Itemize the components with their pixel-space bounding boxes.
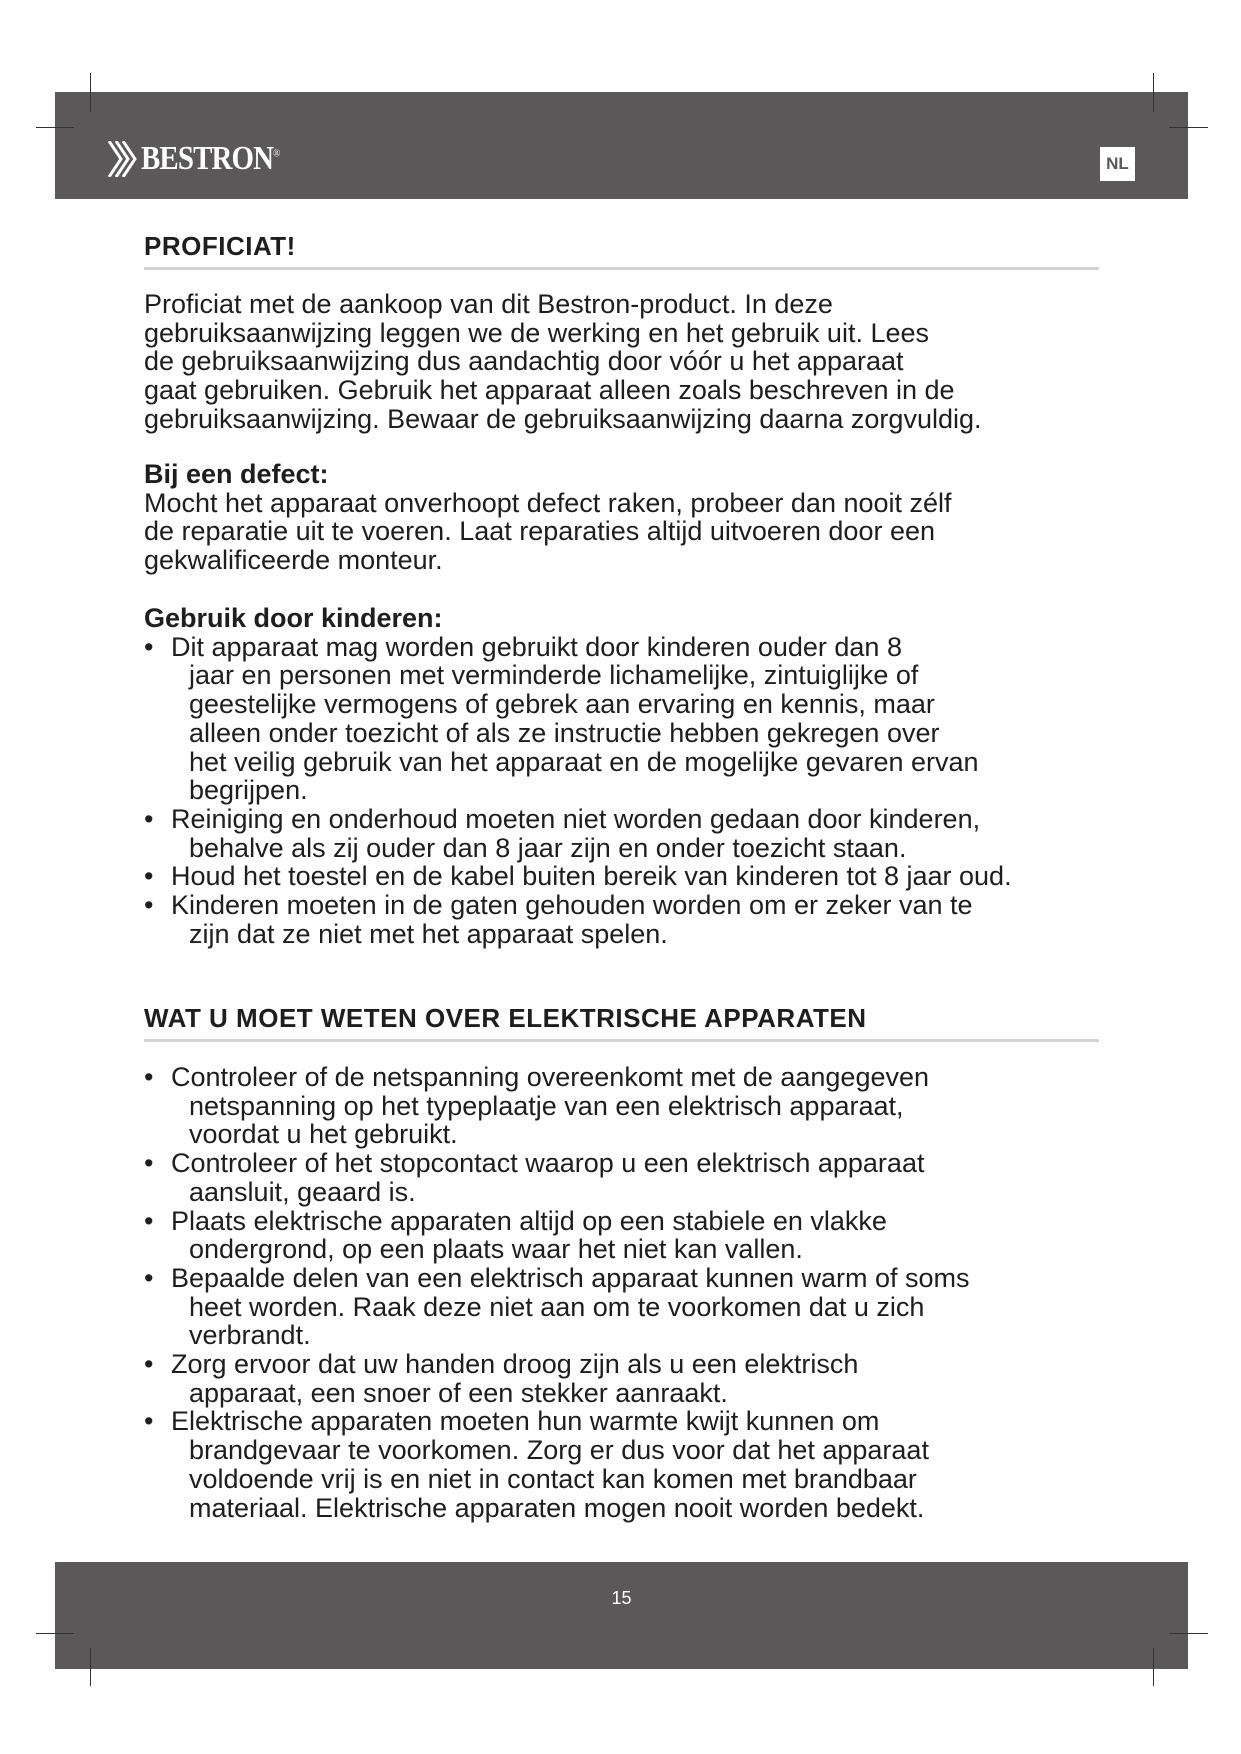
list-item	[144, 1207, 970, 1264]
intro-paragraph	[144, 290, 982, 434]
section-title-electrical: WAT U MOET WETEN OVER ELEKTRISCHE APPARATEN	[144, 1003, 867, 1033]
text-line: gebruiksaanwijzing leggen we de werking en het gebruik uit. Lees	[144, 317, 929, 348]
text-line: Controleer of de netspanning overeenkomt met de aangegeven	[171, 1062, 930, 1092]
bullet-icon: •	[144, 1406, 154, 1437]
page-header	[55, 92, 1188, 199]
text-line: Dit apparaat mag worden gebruikt door kinderen ouder dan 8	[171, 631, 902, 662]
text-line: heet worden. Raak deze niet aan om te voorkomen dat u zich	[189, 1291, 925, 1322]
crop-mark	[1153, 1648, 1154, 1686]
list-item	[144, 1264, 970, 1350]
language-badge: NL	[1100, 147, 1135, 181]
page-footer	[55, 1562, 1188, 1669]
bullet-icon: •	[144, 1262, 154, 1293]
bestron-logo	[107, 140, 304, 178]
text-line: de reparatie uit te voeren. Laat reparaties altijd uitvoeren door een	[144, 516, 936, 547]
divider	[144, 267, 1099, 270]
text-line: apparaat, een snoer of een stekker aanraakt.	[189, 1377, 728, 1408]
text-line: Elektrische apparaten moeten hun warmte kwijt kunnen om	[171, 1406, 880, 1437]
text-line: begrijpen.	[189, 775, 308, 806]
text-line: Reiniging en onderhoud moeten niet worden gedaan door kinderen,	[171, 803, 981, 834]
text-line: Mocht het apparaat onverhoopt defect raken, probeer dan nooit zélf	[144, 487, 952, 518]
text-line: materiaal. Elektrische apparaten mogen nooit worden bedekt.	[189, 1492, 925, 1523]
text-line: gebruiksaanwijzing. Bewaar de gebruiksaanwijzing daarna zorgvuldig.	[144, 403, 982, 434]
text-line: Kinderen moeten in de gaten gehouden worden om er zeker van te	[171, 890, 973, 921]
list-item	[144, 633, 1012, 805]
crop-mark	[1153, 73, 1154, 112]
text-line: jaar en personen met verminderde lichamelijke, zintuiglijke of	[189, 660, 919, 691]
text-line: voordat u het gebruikt.	[189, 1119, 458, 1150]
page-number: 15	[611, 1588, 632, 1608]
defect-title: Bij een defect:	[144, 459, 329, 489]
text-line: behalve als zij ouder dan 8 jaar zijn en onder toezicht staan.	[189, 832, 907, 863]
bullet-icon: •	[144, 890, 154, 921]
text-line: netspanning op het typeplaatje van een elektrisch apparaat,	[189, 1090, 904, 1121]
text-line: Houd het toestel en de kabel buiten bereik van kinderen tot 8 jaar oud.	[171, 861, 1012, 892]
bullet-icon: •	[144, 1062, 154, 1092]
text-line: brandgevaar te voorkomen. Zorg er dus voor dat het apparaat	[189, 1435, 929, 1466]
text-line: zijn dat ze niet met het apparaat spelen.	[189, 918, 668, 949]
crop-mark	[36, 127, 74, 128]
crop-mark	[1169, 1633, 1208, 1634]
text-line: gekwalificeerde monteur.	[144, 545, 443, 576]
electrical-bullets	[144, 1063, 970, 1522]
divider	[144, 1039, 1099, 1042]
crop-mark	[36, 1633, 74, 1634]
text-line: verbrandt.	[189, 1320, 311, 1351]
list-item	[144, 862, 1012, 891]
bullet-icon: •	[144, 631, 154, 662]
text-line: gaat gebruiken. Gebruik het apparaat alleen zoals beschreven in de	[144, 375, 955, 406]
text-line: Proficiat met de aankoop van dit Bestron-product. In deze	[144, 289, 833, 319]
children-section	[144, 604, 1012, 948]
text-line: Plaats elektrische apparaten altijd op een stabiele en vlakke	[171, 1205, 887, 1236]
bullet-icon: •	[144, 803, 154, 834]
text-line: de gebruiksaanwijzing dus aandachtig door vóór u het apparaat	[144, 346, 904, 377]
text-line: ondergrond, op een plaats waar het niet kan vallen.	[189, 1234, 803, 1265]
chevron-stripes-icon	[107, 141, 137, 177]
crop-mark	[90, 73, 91, 112]
brand-name: BESTRON®	[141, 140, 280, 177]
crop-mark	[1169, 127, 1208, 128]
bullet-icon: •	[144, 1148, 154, 1179]
text-line: Bepaalde delen van een elektrisch apparaat kunnen warm of soms	[171, 1262, 970, 1293]
text-line: Zorg ervoor dat uw handen droog zijn als u een elektrisch	[171, 1349, 859, 1380]
list-item	[144, 1149, 970, 1206]
text-line: geestelijke vermogens of gebrek aan ervaring en kennis, maar	[189, 689, 935, 720]
list-item	[144, 805, 1012, 862]
text-line: aansluit, geaard is.	[189, 1176, 416, 1207]
list-item	[144, 1407, 970, 1522]
bullet-icon: •	[144, 1349, 154, 1380]
text-line: alleen onder toezicht of als ze instructie hebben gekregen over	[189, 717, 940, 748]
bullet-icon: •	[144, 861, 154, 892]
text-line: Controleer of het stopcontact waarop u een elektrisch apparaat	[171, 1148, 925, 1179]
defect-section	[144, 460, 952, 575]
section-title-proficiat: PROFICIAT!	[144, 231, 296, 261]
text-line: het veilig gebruik van het apparaat en de mogelijke gevaren ervan	[189, 746, 979, 777]
list-item	[144, 891, 1012, 948]
list-item	[144, 1350, 970, 1407]
crop-mark	[90, 1648, 91, 1686]
bullet-icon: •	[144, 1205, 154, 1236]
text-line: voldoende vrij is en niet in contact kan komen met brandbaar	[189, 1463, 917, 1494]
children-title: Gebruik door kinderen:	[144, 603, 443, 633]
list-item	[144, 1063, 970, 1149]
